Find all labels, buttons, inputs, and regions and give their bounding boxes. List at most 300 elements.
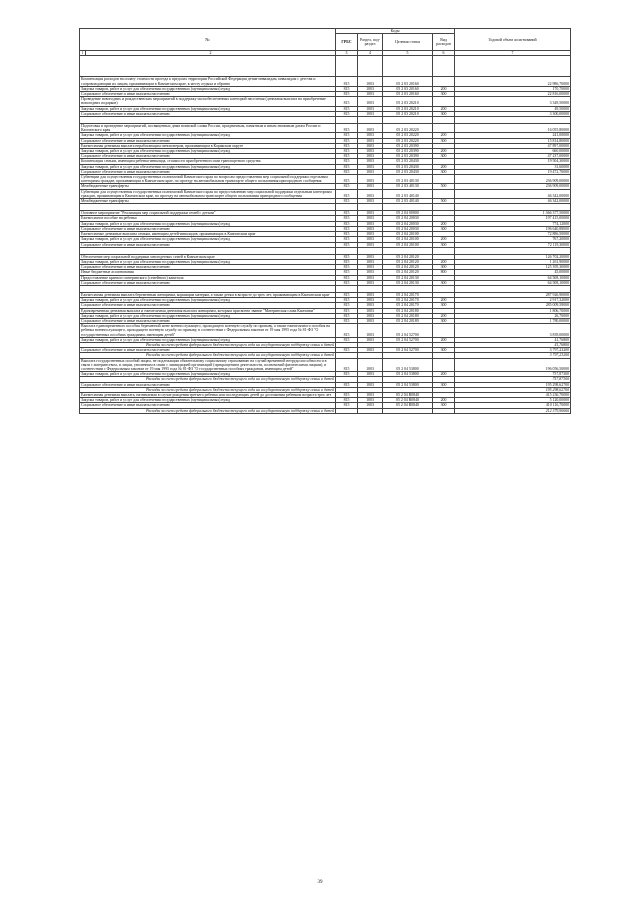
row-razdel: 1003 xyxy=(358,348,383,353)
row-razdel: 1003 xyxy=(358,175,383,184)
row-vr: 200 xyxy=(433,313,455,318)
row-razdel: 1003 xyxy=(358,106,383,111)
row-csr: 05 2 03 20390 xyxy=(383,143,433,148)
row-csr: 05 2 03 20220 xyxy=(383,138,433,143)
table-row xyxy=(80,358,571,372)
row-amount: 1 366 377,50000 xyxy=(455,211,571,216)
header-index: 2 xyxy=(86,51,336,56)
row-csr: 05 2 03 40130 xyxy=(383,184,433,189)
row-vr: 200 xyxy=(433,221,455,226)
row-csr: 05 2 04 20170 xyxy=(383,298,433,303)
row-razdel: 1003 xyxy=(358,124,383,133)
row-description: Ежемесячное пособие на ребенка xyxy=(80,216,336,221)
blank-row xyxy=(80,56,571,77)
budget-table xyxy=(79,28,571,414)
row-description: Компенсация семьям, имеющим ребенка-инвалида, стоимости приобретенного ими транспортного средства xyxy=(80,159,336,164)
row-amount: 2 917,32000 xyxy=(455,298,571,303)
row-grbs: 815 xyxy=(336,149,358,154)
page-number: 39 xyxy=(317,880,323,885)
row-grbs: 815 xyxy=(336,111,358,116)
row-csr: 05 2 04 20120 xyxy=(383,254,433,259)
row-razdel: 1003 xyxy=(358,292,383,297)
row-description: Выплата единовременного пособия беременной жене военнослужащего, проходящего военную службу по призыву, а также ежемесячного пособия на ребенка военнослужащего, проходящего военную службу по призыву, в соответствии с Федеральным законом от 19 мая 1995 года № 81-ФЗ "О государственных пособиях гражданам, имеющим детей" xyxy=(80,324,336,338)
row-grbs: 815 xyxy=(336,154,358,159)
row-vr: 300 xyxy=(433,265,455,270)
row-amount: 49,50000 xyxy=(455,106,571,111)
row-amount: 3 839,00000 xyxy=(455,324,571,338)
row-vr xyxy=(433,189,455,198)
row-grbs: 815 xyxy=(336,221,358,226)
table-row xyxy=(80,124,571,133)
row-amount: 1 780,00000 xyxy=(455,318,571,323)
row-razdel: 1003 xyxy=(358,259,383,264)
row-vr: 500 xyxy=(433,199,455,204)
row-vr: 200 xyxy=(433,372,455,377)
row-grbs: 815 xyxy=(336,348,358,353)
row-vr: 200 xyxy=(433,149,455,154)
row-razdel: 1003 xyxy=(358,199,383,204)
row-amount: 410 116,70000 xyxy=(455,403,571,408)
row-razdel: 1003 xyxy=(358,164,383,169)
row-description: Иные бюджетные ассигнования xyxy=(80,270,336,275)
row-csr: 05 2 04 20100 xyxy=(383,237,433,242)
row-amount: 3 797,23200 xyxy=(455,348,571,353)
row-csr: 05 2 03 40140 xyxy=(383,189,433,198)
row-description: Закупка товаров, работ и услуг для обеспечения государственных (муниципальных) нужд xyxy=(80,149,336,154)
row-csr: 05 2 03 20160 xyxy=(383,86,433,91)
row-grbs: 815 xyxy=(336,133,358,138)
row-grbs: 815 xyxy=(336,298,358,303)
row-csr: 05 2 03 20390 xyxy=(383,154,433,159)
note-amount: 41,76800 xyxy=(455,342,571,347)
row-description: Обеспечение мер социальной поддержки многодетных семей в Камчатском крае xyxy=(80,254,336,259)
table-row xyxy=(80,77,571,86)
header-index: 3 xyxy=(336,51,358,56)
row-csr: 05 2 04 20030 xyxy=(383,221,433,226)
row-razdel: 1003 xyxy=(358,298,383,303)
row-razdel: 1003 xyxy=(358,221,383,226)
row-vr: 300 xyxy=(433,348,455,353)
row-amount: 19 504,30000 xyxy=(455,159,571,164)
spacer-row xyxy=(80,285,571,292)
row-amount: 47 237,00000 xyxy=(455,154,571,159)
row-description: Закупка товаров, работ и услуг для обеспечения государственных (муниципальных) нужд xyxy=(80,337,336,342)
row-description: Предоставление краевого материнского (семейного) капитала xyxy=(80,275,336,280)
row-csr: 05 2 03 20220 xyxy=(383,124,433,133)
row-grbs: 815 xyxy=(336,175,358,184)
row-amount: 5 120,00000 xyxy=(455,398,571,403)
row-razdel: 1003 xyxy=(358,242,383,247)
row-vr: 200 xyxy=(433,86,455,91)
row-amount: 285 009,58000 xyxy=(455,303,571,308)
row-csr: 05 2 03 20430 xyxy=(383,169,433,174)
row-vr: 300 xyxy=(433,280,455,285)
row-description: Закупка товаров, работ и услуг для обеспечения государственных (муниципальных) нужд xyxy=(80,106,336,111)
row-vr: 300 xyxy=(433,318,455,323)
row-amount: 241,00000 xyxy=(455,133,571,138)
note-amount: 3 797,23200 xyxy=(455,353,571,358)
row-csr: 05 2 04 00000 xyxy=(383,211,433,216)
row-razdel: 1003 xyxy=(358,254,383,259)
row-csr: 05 2 03 20430 xyxy=(383,159,433,164)
row-csr: 05 2 04 52700 xyxy=(383,348,433,353)
row-grbs: 815 xyxy=(336,199,358,204)
row-csr: 05 2 04 20180 xyxy=(383,318,433,323)
row-vr: 500 xyxy=(433,184,455,189)
row-amount: 72 119,30000 xyxy=(455,242,571,247)
row-amount: 757,87300 xyxy=(455,372,571,377)
row-vr: 200 xyxy=(433,106,455,111)
row-csr: 05 2 04 20100 xyxy=(383,232,433,237)
row-description: Субвенции для осуществления государственных полномочий Камчатского края по предоставлению мер социальной поддержки отдельным категориям граждан, проживающим в Камчатском крае, по проезду на автомобильном транспорте общего пользования пригородного сообщения xyxy=(80,189,336,198)
row-description: Социальное обеспечение и иные выплаты населению xyxy=(80,111,336,116)
row-csr: 05 2 04 20180 xyxy=(383,313,433,318)
row-csr: 05 2 03 40140 xyxy=(383,199,433,204)
row-grbs: 815 xyxy=(336,106,358,111)
row-grbs: 815 xyxy=(336,164,358,169)
row-description: Закупка товаров, работ и услуг для обеспечения государственных (муниципальных) нужд xyxy=(80,313,336,318)
row-vr: 300 xyxy=(433,226,455,231)
row-csr: 05 2 03 20430 xyxy=(383,164,433,169)
row-vr: 200 xyxy=(433,259,455,264)
row-grbs: 815 xyxy=(336,159,358,164)
row-amount: 197 415,00000 xyxy=(455,216,571,221)
row-vr: 300 xyxy=(433,169,455,174)
row-csr: 05 2 04 20120 xyxy=(383,265,433,270)
row-grbs: 815 xyxy=(336,292,358,297)
row-grbs: 815 xyxy=(336,254,358,259)
row-description: Социальное обеспечение и иные выплаты населению xyxy=(80,92,336,97)
row-grbs: 815 xyxy=(336,324,358,338)
row-description: Социальное обеспечение и иные выплаты населению xyxy=(80,382,336,387)
row-grbs: 815 xyxy=(336,86,358,91)
row-vr: 200 xyxy=(433,237,455,242)
header-index: 4 xyxy=(358,51,383,56)
row-description: Ежемесячная денежная выплата, назначаемая в случае рождения третьего ребенка или последующих детей до достижения ребенком возраста трех лет xyxy=(80,392,336,397)
note-text: Расходы за счет средств федерального бюджета текущего года на государственную поддержку семьи и детей xyxy=(80,377,336,382)
row-razdel: 1003 xyxy=(358,159,383,164)
row-amount: 236 909,00000 xyxy=(455,184,571,189)
row-amount: 26,70000 xyxy=(455,313,571,318)
row-razdel: 1003 xyxy=(358,211,383,216)
row-razdel: 1003 xyxy=(358,313,383,318)
row-description: Закупка товаров, работ и услуг для обеспечения государственных (муниципальных) нужд xyxy=(80,164,336,169)
row-razdel: 1003 xyxy=(358,143,383,148)
row-razdel: 1003 xyxy=(358,392,383,397)
row-csr: 05 2 04 53800 xyxy=(383,358,433,372)
row-description: Закупка товаров, работ и услуг для обеспечения государственных (муниципальных) нужд xyxy=(80,221,336,226)
row-grbs: 815 xyxy=(336,275,358,280)
row-grbs: 815 xyxy=(336,280,358,285)
note-text: Расходы за счет средств федерального бюджета текущего года на государственную поддержку семьи и детей xyxy=(80,342,336,347)
row-grbs: 815 xyxy=(336,403,358,408)
row-razdel: 1003 xyxy=(358,398,383,403)
row-grbs: 815 xyxy=(336,232,358,237)
note-amount: 212 379,90000 xyxy=(455,408,571,413)
row-csr: 05 2 04 20120 xyxy=(383,270,433,275)
row-grbs: 815 xyxy=(336,308,358,313)
row-razdel: 1003 xyxy=(358,358,383,372)
row-razdel: 1003 xyxy=(358,303,383,308)
row-razdel: 1003 xyxy=(358,308,383,313)
row-razdel: 1003 xyxy=(358,382,383,387)
row-description: Ежемесячная денежная выплата беременным женщинам, кормящим матерям, а также детям в возрасте до трех лет, проживающим в Камчатском крае xyxy=(80,292,336,297)
table-note-row xyxy=(80,408,571,413)
row-grbs: 815 xyxy=(336,398,358,403)
row-amount: 196 056,50000 xyxy=(455,358,571,372)
row-description: Закупка товаров, работ и услуг для обеспечения государственных (муниципальных) нужд xyxy=(80,298,336,303)
row-csr: 05 2 04 20130 xyxy=(383,275,433,280)
row-description: Социальное обеспечение и иные выплаты населению xyxy=(80,138,336,143)
row-description: Закупка товаров, работ и услуг для обеспечения государственных (муниципальных) нужд xyxy=(80,86,336,91)
row-vr: 300 xyxy=(433,92,455,97)
row-amount: 1 806,70000 xyxy=(455,308,571,313)
row-vr: 200 xyxy=(433,133,455,138)
table-row xyxy=(80,97,571,106)
spacer-row xyxy=(80,117,571,124)
row-csr: 05 2 04 20100 xyxy=(383,242,433,247)
row-grbs: 815 xyxy=(336,184,358,189)
row-csr: 05 2 04 20180 xyxy=(383,308,433,313)
row-razdel: 1003 xyxy=(358,324,383,338)
row-amount: 16 055,80000 xyxy=(455,124,571,133)
row-description: Социальное обеспечение и иные выплаты населению xyxy=(80,265,336,270)
row-csr: 05 2 04 R0840 xyxy=(383,403,433,408)
row-vr: 200 xyxy=(433,164,455,169)
budget-table-sheet xyxy=(79,28,570,414)
row-amount: 170,70000 xyxy=(455,86,571,91)
row-amount: 47 897,00000 xyxy=(455,143,571,148)
row-description: Закупка товаров, работ и услуг для обеспечения государственных (муниципальных) нужд xyxy=(80,133,336,138)
row-csr: 05 2 03 40130 xyxy=(383,175,433,184)
header-index: 5 xyxy=(383,51,433,56)
row-vr: 300 xyxy=(433,382,455,387)
row-razdel: 1003 xyxy=(358,92,383,97)
row-amount: 31,60000 xyxy=(455,164,571,169)
row-csr: 05 2 04 R0840 xyxy=(383,398,433,403)
row-razdel: 1003 xyxy=(358,154,383,159)
row-csr: 05 2 04 53800 xyxy=(383,382,433,387)
row-amount: 41,76800 xyxy=(455,337,571,342)
row-csr: 05 2 03 20210 xyxy=(383,111,433,116)
row-grbs: 815 xyxy=(336,124,358,133)
row-csr: 05 2 04 20170 xyxy=(383,292,433,297)
table-row xyxy=(80,175,571,184)
row-description: Социальное обеспечение и иные выплаты населению xyxy=(80,242,336,247)
header-vr: Вид расходов xyxy=(433,34,455,51)
row-vr: 200 xyxy=(433,298,455,303)
row-razdel: 1003 xyxy=(358,403,383,408)
row-description: Ежемесячные денежные выплаты семьям, имеющим детей-инвалидов, проживающих в Камчатском крае xyxy=(80,232,336,237)
row-amount: 287 926,90000 xyxy=(455,292,571,297)
row-description: Социальное обеспечение и иные выплаты населению xyxy=(80,226,336,231)
row-razdel: 1003 xyxy=(358,111,383,116)
header-index: 6 xyxy=(433,51,455,56)
row-amount: 1 261,90000 xyxy=(455,259,571,264)
note-amount: 195 298,62700 xyxy=(455,387,571,392)
row-csr: 05 2 04 20170 xyxy=(383,303,433,308)
row-amount: 46 342,00000 xyxy=(455,189,571,198)
row-vr xyxy=(433,358,455,372)
row-razdel: 1003 xyxy=(358,226,383,231)
row-razdel: 1003 xyxy=(358,133,383,138)
row-amount: 22 986,70000 xyxy=(455,77,571,86)
row-csr: 05 2 03 20220 xyxy=(383,133,433,138)
table-body xyxy=(80,77,571,413)
row-amount: 72 886,50000 xyxy=(455,232,571,237)
row-vr: 300 xyxy=(433,403,455,408)
row-description: Межбюджетные трансферты xyxy=(80,199,336,204)
row-grbs: 815 xyxy=(336,216,358,221)
row-grbs: 815 xyxy=(336,143,358,148)
row-razdel: 1003 xyxy=(358,86,383,91)
row-grbs: 815 xyxy=(336,358,358,372)
row-razdel: 1003 xyxy=(358,97,383,106)
row-grbs: 815 xyxy=(336,313,358,318)
row-amount: 3 300,00000 xyxy=(455,111,571,116)
row-grbs: 815 xyxy=(336,237,358,242)
row-csr: 05 2 04 53800 xyxy=(383,372,433,377)
row-grbs: 815 xyxy=(336,337,358,342)
row-vr: 300 xyxy=(433,138,455,143)
row-vr: 300 xyxy=(433,303,455,308)
row-csr: 05 2 03 20390 xyxy=(383,149,433,154)
row-razdel: 1003 xyxy=(358,138,383,143)
row-csr: 05 2 04 20120 xyxy=(383,259,433,264)
row-csr: 05 2 03 20160 xyxy=(383,92,433,97)
row-grbs: 815 xyxy=(336,318,358,323)
row-description: Социальное обеспечение и иные выплаты населению xyxy=(80,154,336,159)
row-amount: 195 298,62700 xyxy=(455,382,571,387)
row-razdel: 1003 xyxy=(358,237,383,242)
row-amount: 196 640,88000 xyxy=(455,226,571,231)
row-amount: 415 236,70000 xyxy=(455,392,571,397)
note-amount: 757,87300 xyxy=(455,377,571,382)
row-grbs: 815 xyxy=(336,211,358,216)
row-csr: 05 2 03 20210 xyxy=(383,106,433,111)
row-description: Закупка товаров, работ и услуг для обеспечения государственных (муниципальных) нужд xyxy=(80,259,336,264)
row-razdel: 1003 xyxy=(358,216,383,221)
row-description: Социальное обеспечение и иные выплаты населению xyxy=(80,318,336,323)
row-amount: 126 702,20000 xyxy=(455,254,571,259)
row-description: Ежемесячная денежная выплата неработающим пенсионерам, проживающим в Корякском округе xyxy=(80,143,336,148)
row-amount: 22 816,00000 xyxy=(455,92,571,97)
row-grbs: 815 xyxy=(336,270,358,275)
header-index: 7 xyxy=(455,51,571,56)
table-row xyxy=(80,324,571,338)
row-razdel: 1003 xyxy=(358,77,383,86)
row-razdel: 1003 xyxy=(358,337,383,342)
row-grbs: 815 xyxy=(336,189,358,198)
row-amount: 236 909,00000 xyxy=(455,175,571,184)
note-text: Расходы за счет средств федерального бюджета текущего года на государственную поддержку семьи и детей xyxy=(80,353,336,358)
row-grbs: 815 xyxy=(336,226,358,231)
row-description: Межбюджетные трансферты xyxy=(80,184,336,189)
table-header xyxy=(80,29,571,77)
row-description: Основное мероприятие "Реализация мер социальной поддержки семей с детьми" xyxy=(80,211,336,216)
row-grbs: 815 xyxy=(336,382,358,387)
row-razdel: 1003 xyxy=(358,265,383,270)
row-vr xyxy=(433,77,455,86)
row-csr: 05 2 03 20160 xyxy=(383,77,433,86)
row-razdel: 1003 xyxy=(358,270,383,275)
row-vr xyxy=(433,175,455,184)
row-grbs: 815 xyxy=(336,77,358,86)
row-grbs: 815 xyxy=(336,259,358,264)
row-description: Социальное обеспечение и иные выплаты населению xyxy=(80,280,336,285)
row-description: Подготовка и проведение мероприятий, посвященных дням воинской славы России, праздничным, памятным и иным значимым датам России и Камчатского края xyxy=(80,124,336,133)
spacer-row xyxy=(80,204,571,211)
row-description: Социальное обеспечение и иные выплаты населению xyxy=(80,303,336,308)
row-csr: 05 2 04 52700 xyxy=(383,337,433,342)
row-description: Закупка товаров, работ и услуг для обеспечения государственных (муниципальных) нужд xyxy=(80,398,336,403)
header-sum: Годовой объем ассигнований xyxy=(455,29,571,51)
row-description: Социальное обеспечение и иные выплаты населению xyxy=(80,169,336,174)
row-amount: 46 342,00000 xyxy=(455,199,571,204)
row-amount: 774,12000 xyxy=(455,221,571,226)
row-vr: 800 xyxy=(433,270,455,275)
row-grbs: 815 xyxy=(336,303,358,308)
row-description: Социальное обеспечение и иные выплаты населению xyxy=(80,403,336,408)
row-grbs: 815 xyxy=(336,92,358,97)
row-amount: 19 472,70000 xyxy=(455,169,571,174)
row-csr: 05 2 04 20130 xyxy=(383,280,433,285)
header-csr: Целевая статья xyxy=(383,34,433,51)
row-amount: 64 508,10000 xyxy=(455,280,571,285)
row-vr: 300 xyxy=(433,111,455,116)
header-codes: Коды xyxy=(336,29,455,34)
row-csr: 05 2 04 52700 xyxy=(383,324,433,338)
row-grbs: 815 xyxy=(336,97,358,106)
row-amount: 3 349,50000 xyxy=(455,97,571,106)
row-description: Единовременная денежная выплата и ежемесячная денежная выплата женщинам, которым присвоено звание "Материнская слава Камчатки" xyxy=(80,308,336,313)
row-amount: 125 395,30000 xyxy=(455,265,571,270)
header-grbs: ГРБС xyxy=(336,34,358,51)
row-razdel: 1003 xyxy=(358,372,383,377)
row-razdel: 1003 xyxy=(358,184,383,189)
row-description: Закупка товаров, работ и услуг для обеспечения государственных (муниципальных) нужд xyxy=(80,372,336,377)
header-num: № xyxy=(80,29,336,51)
note-text: Расходы за счет средств федерального бюджета текущего года на государственную поддержку семьи и детей xyxy=(80,387,336,392)
row-vr xyxy=(433,324,455,338)
row-csr: 05 2 04 R0840 xyxy=(383,392,433,397)
row-vr xyxy=(433,124,455,133)
row-amount: 45,00000 xyxy=(455,270,571,275)
row-description: Социальное обеспечение и иные выплаты населению xyxy=(80,348,336,353)
row-vr: 300 xyxy=(433,154,455,159)
row-amount: 767,20000 xyxy=(455,237,571,242)
row-csr: 05 2 04 20030 xyxy=(383,216,433,221)
header-index: 1 xyxy=(80,51,86,56)
header-razdel: Раздел, под-раздел xyxy=(358,34,383,51)
row-description: Выплата государственных пособий лицам, не подлежащим обязательному социальному страхованию на случай временной нетрудоспособности и в связи с материнством, и лицам, уволенным в связи с ликвидацией организаций (прекращением деятельности, полномочий физическими лицами), в соответствии с Федеральным законом от 19 мая 1995 года № 81-ФЗ "О государственных пособиях гражданам, имеющим детей" xyxy=(80,358,336,372)
row-csr: 05 2 04 20030 xyxy=(383,226,433,231)
table-row xyxy=(80,189,571,198)
row-razdel: 1003 xyxy=(358,149,383,154)
row-razdel: 1003 xyxy=(358,169,383,174)
row-vr: 200 xyxy=(433,337,455,342)
row-amount: 660,00000 xyxy=(455,149,571,154)
row-grbs: 815 xyxy=(336,242,358,247)
row-description: Проведение новогодних и рождественских мероприятий в поддержку малообеспеченных категорий населения (денежная выплата на приобретение новогодних подарков) xyxy=(80,97,336,106)
row-grbs: 815 xyxy=(336,169,358,174)
row-vr xyxy=(433,97,455,106)
row-csr: 05 2 03 20210 xyxy=(383,97,433,106)
row-vr: 200 xyxy=(433,398,455,403)
row-amount: 64 508,10000 xyxy=(455,275,571,280)
row-razdel: 1003 xyxy=(358,232,383,237)
row-grbs: 815 xyxy=(336,392,358,397)
